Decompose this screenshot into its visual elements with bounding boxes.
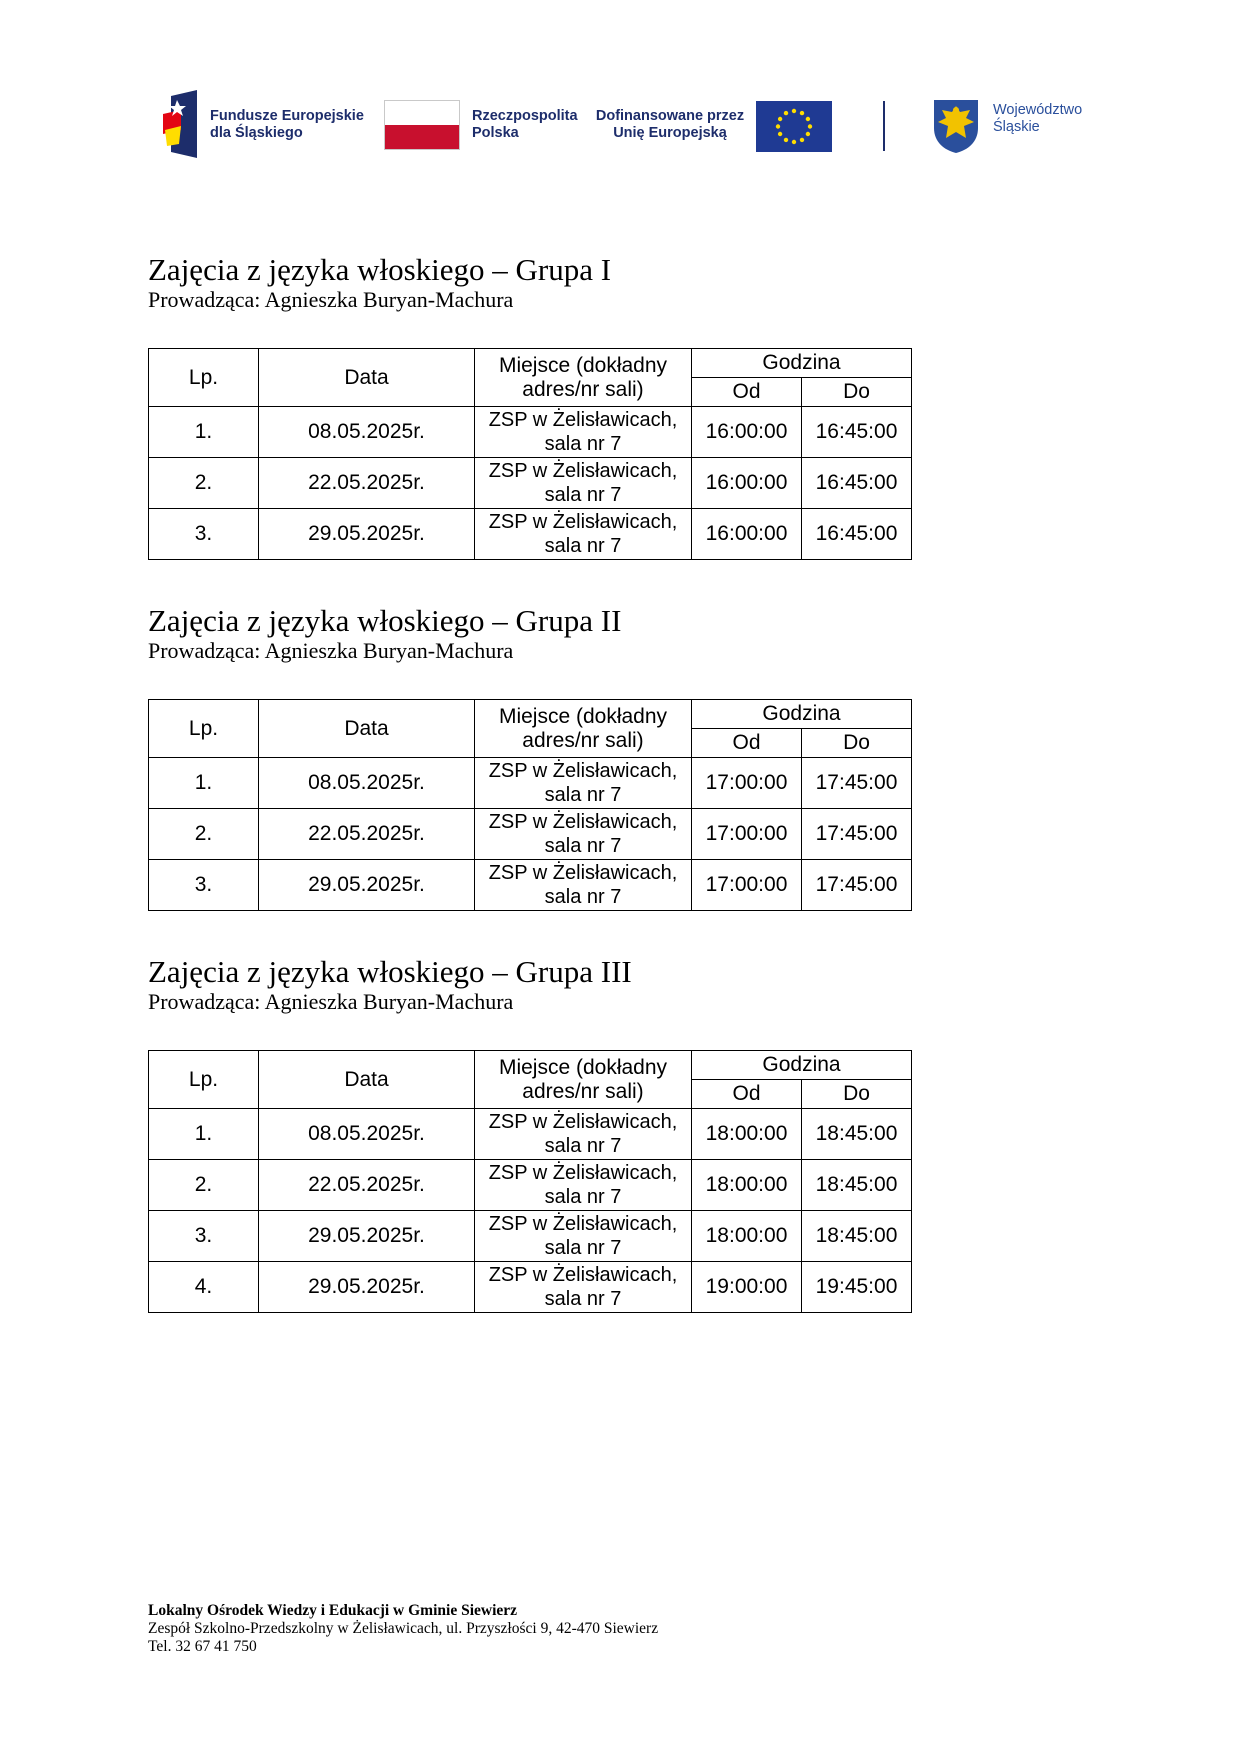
schedule-table: [148, 1050, 912, 1313]
header-from: Od: [692, 729, 802, 758]
section-title: Zajęcia z języka włoskiego – Grupa III: [148, 954, 632, 989]
footer-phone: Tel. 32 67 41 750: [148, 1638, 257, 1655]
cell-from: 18:00:00: [692, 1160, 802, 1211]
header-from: Od: [692, 1080, 802, 1109]
cell-place-line1: ZSP w Żelisławicach,: [488, 1213, 678, 1235]
cell-to: 18:45:00: [802, 1160, 912, 1211]
table-header-row: [149, 349, 912, 378]
cell-place: [475, 509, 692, 560]
cell-to: 17:45:00: [802, 809, 912, 860]
fundusze-europejskie-label: [210, 108, 364, 142]
cell-date: 29.05.2025r.: [259, 860, 475, 911]
cell-lp: 3.: [149, 1211, 259, 1262]
cell-place-line1: ZSP w Żelisławicach,: [488, 409, 678, 431]
cell-from: 16:00:00: [692, 458, 802, 509]
cell-date: 08.05.2025r.: [259, 758, 475, 809]
eu-flag-icon: [756, 101, 832, 152]
table-row: [149, 758, 912, 809]
cell-to: 18:45:00: [802, 1211, 912, 1262]
header-hour: Godzina: [692, 1051, 912, 1080]
table-row: [149, 1211, 912, 1262]
cell-from: 19:00:00: [692, 1262, 802, 1313]
cell-from: 17:00:00: [692, 860, 802, 911]
group-section-3: [148, 954, 948, 1310]
cell-to: 17:45:00: [802, 860, 912, 911]
cell-to: 16:45:00: [802, 458, 912, 509]
header-place-line2: adres/nr sali): [522, 1079, 644, 1103]
cell-place: [475, 1211, 692, 1262]
header-lp: Lp.: [149, 1051, 259, 1109]
header-lp: Lp.: [149, 349, 259, 407]
cell-place-line1: ZSP w Żelisławicach,: [488, 1264, 678, 1286]
header-to: Do: [802, 378, 912, 407]
rp-label-line2: Polska: [472, 125, 519, 141]
rp-label-line1: Rzeczpospolita: [472, 108, 578, 124]
cell-place: [475, 458, 692, 509]
cell-place-line1: ZSP w Żelisławicach,: [488, 1111, 678, 1133]
cell-place-line2: sala nr 7: [544, 1135, 622, 1157]
section-title: Zajęcia z języka włoskiego – Grupa II: [148, 603, 622, 638]
cell-lp: 1.: [149, 407, 259, 458]
section-teacher: Prowadząca: Agnieszka Buryan-Machura: [148, 638, 514, 663]
cell-lp: 1.: [149, 1109, 259, 1160]
table-row: [149, 1109, 912, 1160]
cell-date: 29.05.2025r.: [259, 1262, 475, 1313]
header-date: Data: [259, 700, 475, 758]
cell-place: [475, 1109, 692, 1160]
cell-place-line2: sala nr 7: [544, 1288, 622, 1310]
cell-from: 16:00:00: [692, 509, 802, 560]
cell-to: 18:45:00: [802, 1109, 912, 1160]
cell-to: 16:45:00: [802, 509, 912, 560]
header-place: [475, 700, 692, 758]
cell-from: 18:00:00: [692, 1109, 802, 1160]
cell-from: 18:00:00: [692, 1211, 802, 1262]
cell-lp: 4.: [149, 1262, 259, 1313]
header-date: Data: [259, 1051, 475, 1109]
footer-organization: Lokalny Ośrodek Wiedzy i Edukacji w Gminie Siewierz: [148, 1602, 518, 1619]
cell-place-line2: sala nr 7: [544, 835, 622, 857]
cell-date: 22.05.2025r.: [259, 1160, 475, 1211]
cell-place-line2: sala nr 7: [544, 1237, 622, 1259]
header-place: [475, 1051, 692, 1109]
header-place-line1: Miejsce (dokładny: [498, 353, 668, 377]
cell-place: [475, 860, 692, 911]
cell-place-line1: ZSP w Żelisławicach,: [488, 460, 678, 482]
cell-date: 22.05.2025r.: [259, 458, 475, 509]
cell-place-line1: ZSP w Żelisławicach,: [488, 1162, 678, 1184]
cell-date: 29.05.2025r.: [259, 1211, 475, 1262]
cell-to: 19:45:00: [802, 1262, 912, 1313]
table-row: [149, 509, 912, 560]
header-place-line2: adres/nr sali): [522, 377, 644, 401]
group-section-2: [148, 603, 948, 908]
cell-date: 29.05.2025r.: [259, 509, 475, 560]
cell-lp: 3.: [149, 509, 259, 560]
table-header-row: [149, 700, 912, 729]
schedule-table: [148, 348, 912, 560]
header-to: Do: [802, 729, 912, 758]
logo-divider: [883, 101, 885, 151]
eu-label-line2: Unię Europejską: [613, 125, 727, 141]
cell-lp: 2.: [149, 809, 259, 860]
table-row: [149, 860, 912, 911]
group-section-1: [148, 252, 948, 557]
cell-lp: 2.: [149, 458, 259, 509]
cell-place-line2: sala nr 7: [544, 433, 622, 455]
cell-place: [475, 758, 692, 809]
sl-label-line1: Województwo: [993, 102, 1083, 118]
header-hour: Godzina: [692, 349, 912, 378]
cell-place-line2: sala nr 7: [544, 1186, 622, 1208]
cell-from: 17:00:00: [692, 758, 802, 809]
table-row: [149, 1262, 912, 1313]
fundusze-europejskie-logo-icon: [163, 90, 203, 158]
section-title: Zajęcia z języka włoskiego – Grupa I: [148, 252, 612, 287]
page-footer: [148, 1602, 658, 1656]
cell-date: 08.05.2025r.: [259, 407, 475, 458]
header-date: Data: [259, 349, 475, 407]
cell-place: [475, 1262, 692, 1313]
cell-date: 22.05.2025r.: [259, 809, 475, 860]
eu-label-line1: Dofinansowane przez: [595, 108, 745, 124]
cell-place: [475, 809, 692, 860]
sl-label-line2: Śląskie: [993, 119, 1040, 135]
table-header-row: [149, 1051, 912, 1080]
header-lp: Lp.: [149, 700, 259, 758]
header-place-line2: adres/nr sali): [522, 728, 644, 752]
cell-place-line2: sala nr 7: [544, 886, 622, 908]
cell-lp: 1.: [149, 758, 259, 809]
cell-date: 08.05.2025r.: [259, 1109, 475, 1160]
logo-bar: [0, 0, 1241, 180]
cell-place-line2: sala nr 7: [544, 784, 622, 806]
cell-place-line1: ZSP w Żelisławicach,: [488, 511, 678, 533]
table-row: [149, 1160, 912, 1211]
cell-to: 17:45:00: [802, 758, 912, 809]
cell-place-line2: sala nr 7: [544, 484, 622, 506]
table-row: [149, 458, 912, 509]
cell-lp: 2.: [149, 1160, 259, 1211]
table-row: [149, 407, 912, 458]
cell-from: 16:00:00: [692, 407, 802, 458]
eu-cofunding-label: [595, 108, 745, 142]
footer-address: Zespół Szkolno-Przedszkolny w Żelisławicach, ul. Przyszłości 9, 42-470 Siewierz: [148, 1620, 659, 1637]
section-teacher: Prowadząca: Agnieszka Buryan-Machura: [148, 287, 514, 312]
section-teacher: Prowadząca: Agnieszka Buryan-Machura: [148, 989, 514, 1014]
cell-place-line1: ZSP w Żelisławicach,: [488, 862, 678, 884]
cell-from: 17:00:00: [692, 809, 802, 860]
cell-place-line1: ZSP w Żelisławicach,: [488, 811, 678, 833]
wojewodztwo-slaskie-label: [993, 102, 1082, 136]
header-place-line1: Miejsce (dokładny: [498, 1055, 668, 1079]
fe-label-line1: Fundusze Europejskie: [210, 108, 364, 124]
header-hour: Godzina: [692, 700, 912, 729]
silesia-coat-of-arms-icon: [932, 98, 980, 154]
header-from: Od: [692, 378, 802, 407]
cell-to: 16:45:00: [802, 407, 912, 458]
cell-place: [475, 1160, 692, 1211]
rzeczpospolita-label: [472, 108, 578, 142]
table-row: [149, 809, 912, 860]
header-to: Do: [802, 1080, 912, 1109]
schedule-table: [148, 699, 912, 911]
cell-lp: 3.: [149, 860, 259, 911]
header-place-line1: Miejsce (dokładny: [498, 704, 668, 728]
header-place: [475, 349, 692, 407]
poland-flag-icon: [384, 100, 460, 150]
fe-label-line2: dla Śląskiego: [210, 125, 303, 141]
cell-place: [475, 407, 692, 458]
cell-place-line1: ZSP w Żelisławicach,: [488, 760, 678, 782]
cell-place-line2: sala nr 7: [544, 535, 622, 557]
